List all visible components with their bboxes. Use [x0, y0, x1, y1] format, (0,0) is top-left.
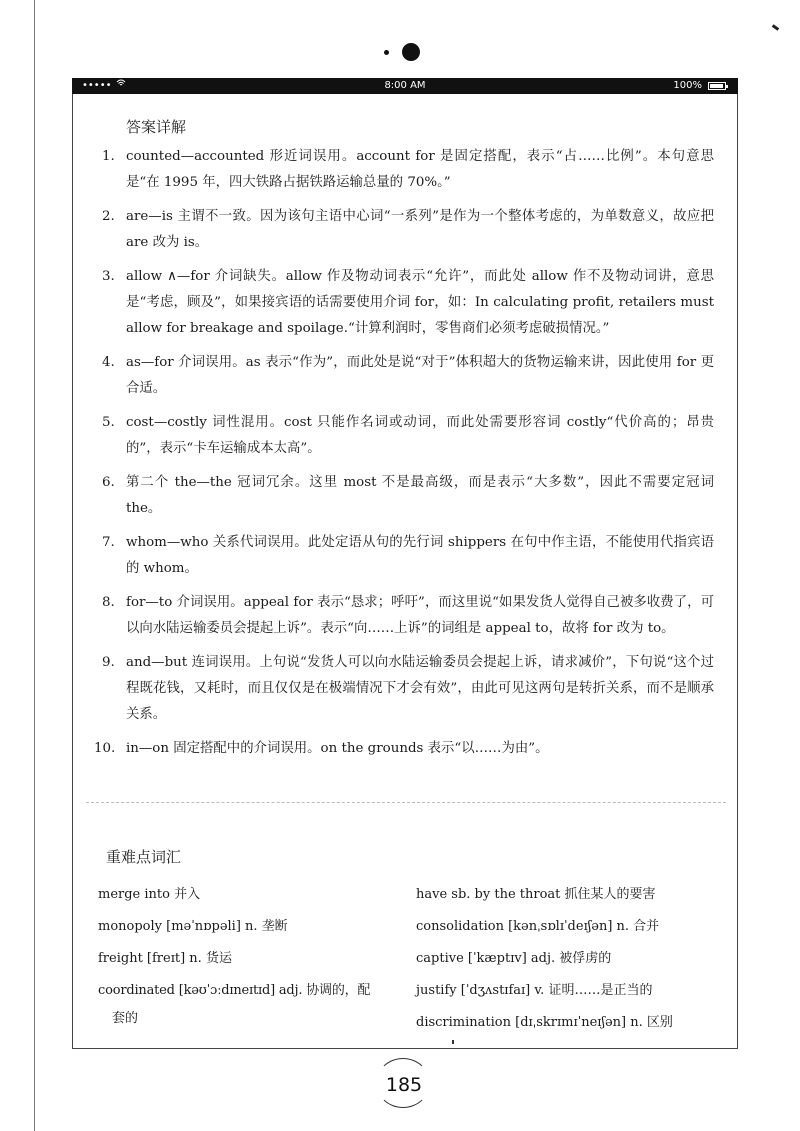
item-text: in—on 固定搭配中的介词误用。on the grounds 表示“以……为由”。	[126, 741, 549, 756]
vocab-item: freight [freɪt] n. 货运	[98, 951, 232, 966]
vocab-item: discrimination [dɪˌskrɪmɪˈneɪʃən] n. 区别	[416, 1015, 673, 1030]
item-number: 10.	[94, 741, 116, 756]
vocab-item: merge into 并入	[98, 887, 201, 902]
item-number: 3.	[102, 269, 115, 284]
list-item	[102, 350, 714, 402]
battery-percent: 100%	[673, 80, 702, 91]
page-left-rule	[34, 0, 35, 1131]
answers-list	[94, 144, 714, 770]
battery-icon	[708, 82, 726, 90]
signal-icon: •••••	[82, 80, 112, 91]
list-item	[102, 590, 714, 642]
item-text: whom—who 关系代词误用。此处定语从句的先行词 shippers 在句中作主语，不能使用代指宾语的 whom。	[126, 535, 714, 576]
vocab-item: captive [ˈkæptɪv] adj. 被俘虏的	[416, 951, 612, 966]
item-number: 8.	[102, 595, 115, 610]
status-bar	[72, 78, 738, 94]
item-text: are—is 主谓不一致。因为该句主语中心词“一系列”是作为一个整体考虑的，为单数意义，故应把 are 改为 is。	[126, 209, 714, 250]
item-number: 6.	[102, 475, 115, 490]
item-text: counted—accounted 形近词误用。account for 是固定搭配，表示“占……比例”。本句意思是“在 1995 年，四大铁路占据铁路运输总量的 70%。”	[126, 149, 714, 190]
vocab-column-left	[98, 884, 398, 1030]
list-item	[102, 204, 714, 256]
item-text: allow ∧—for 介词缺失。allow 作及物动词表示“允许”，而此处 allow 作不及物动词讲，意思是“考虑，顾及”，如果接宾语的话需要使用介词 for，如：In calculating profit, retailers must allow for breakage and spoilage.“计算利润时，零售商们必须考虑破损情况。”	[126, 269, 714, 336]
item-text: and—but 连词误用。上句说“发货人可以向水陆运输委员会提起上诉，请求减价”，下句说“这个过程既花钱，又耗时，而且仅仅是在极端情况下才会有效”，由此可见这两句是转折关系，而不是顺承关系。	[126, 655, 714, 722]
vocab-item: consolidation [kənˌsɒlɪˈdeɪʃən] n. 合并	[416, 919, 660, 934]
vocab-item: justify [ˈdʒʌstɪfaɪ] v. 证明……是正当的	[416, 983, 653, 998]
list-item	[102, 410, 714, 462]
item-number: 1.	[102, 149, 115, 164]
corner-mark	[772, 24, 779, 30]
vocab-item: monopoly [məˈnɒpəli] n. 垄断	[98, 919, 288, 934]
stray-mark	[452, 1040, 454, 1044]
item-number: 9.	[102, 655, 115, 670]
answers-title: 答案详解	[126, 118, 187, 136]
list-item	[102, 650, 714, 728]
list-item	[102, 264, 714, 342]
item-number: 2.	[102, 209, 115, 224]
item-number: 4.	[102, 355, 115, 370]
item-text: 第二个 the—the 冠词冗余。这里 most 不是最高级，而是表示“大多数”，因此不需要定冠词 the。	[126, 475, 714, 516]
list-item	[102, 144, 714, 196]
item-text: for—to 介词误用。appeal for 表示“恳求；呼吁”，而这里说“如果发货人觉得自己被多收费了，可以向水陆运输委员会提起上诉”。表示“向……上诉”的词组是 appeal to，故将 for 改为 to。	[126, 595, 714, 636]
vocab-column-right	[416, 884, 716, 1034]
page-number: 185	[385, 1074, 423, 1096]
item-number: 5.	[102, 415, 115, 430]
list-item	[94, 736, 714, 762]
section-divider	[86, 802, 726, 803]
item-text: as—for 介词误用。as 表示“作为”，而此处是说“对于”体积超大的货物运输来讲，因此使用 for 更合适。	[126, 355, 714, 396]
sensor-dot	[384, 50, 389, 55]
item-text: cost—costly 词性混用。cost 只能作名词或动词，而此处需要形容词 costly“代价高的；昂贵的”，表示“卡车运输成本太高”。	[126, 415, 714, 456]
vocab-item-continued: 套的	[112, 1011, 139, 1026]
list-item	[102, 530, 714, 582]
camera-icon	[402, 43, 420, 61]
vocab-item: coordinated [kəʊˈɔːdɪneɪtɪd] adj. 协调的，配	[98, 983, 371, 998]
list-item	[102, 470, 714, 522]
vocab-title: 重难点词汇	[106, 848, 182, 866]
vocab-item: have sb. by the throat 抓住某人的要害	[416, 887, 656, 902]
status-time: 8:00 AM	[384, 80, 426, 91]
item-number: 7.	[102, 535, 115, 550]
